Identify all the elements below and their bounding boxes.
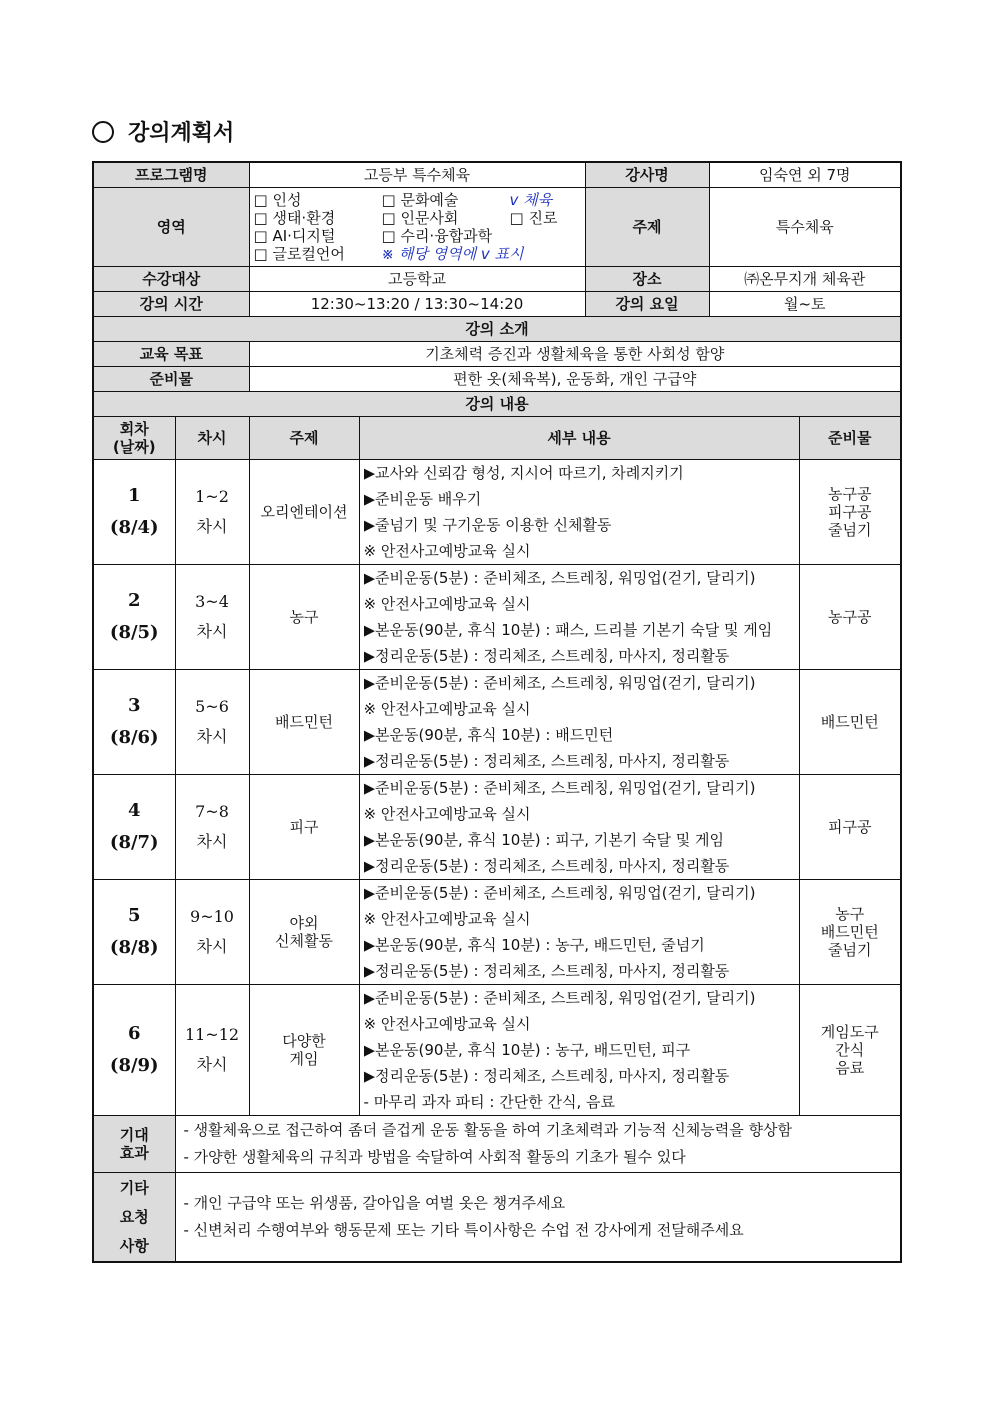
col-session-line2: (날짜) — [112, 438, 156, 456]
session-period-unit: 차시 — [196, 622, 228, 641]
session-period-unit: 차시 — [196, 517, 228, 536]
detail-line: ▶준비운동(5분) : 준비체조, 스트레칭, 워밍업(걷기, 달리기) — [363, 674, 756, 692]
session-topic: 야외 — [289, 914, 319, 932]
detail-line: ※ 안전사고예방교육 실시 — [363, 595, 531, 613]
detail-line: ▶준비운동(5분) : 준비체조, 스트레칭, 워밍업(걷기, 달리기) — [363, 779, 756, 797]
place-value: ㈜온무지개 체육관 — [709, 267, 901, 292]
col-materials: 준비물 — [799, 417, 901, 460]
target-label: 수강대상 — [93, 267, 249, 292]
material-item: 배드민턴 — [820, 923, 879, 941]
session-period: 5~6 — [195, 697, 229, 716]
instructor-value: 임숙연 외 7명 — [709, 162, 901, 188]
request-label-line2: 요청 — [119, 1207, 149, 1226]
session-date: (8/7) — [109, 832, 159, 853]
area-label: 영역 — [93, 188, 249, 267]
time-value: 12:30~13:20 / 13:30~14:20 — [249, 292, 585, 317]
session-topic-line2: 게임 — [289, 1050, 319, 1068]
detail-line: ▶본운동(90분, 휴식 10분) : 농구, 배드민턴, 피구 — [363, 1041, 691, 1059]
effect-label-line2: 효과 — [119, 1144, 149, 1162]
program-value: 고등부 특수체육 — [249, 162, 585, 188]
material-item: 피구공 — [828, 818, 872, 836]
session-topic: 배드민턴 — [275, 713, 333, 731]
prep-value: 편한 옷(체육복), 운동화, 개인 구급약 — [249, 367, 901, 392]
day-value: 월~토 — [709, 292, 901, 317]
session-date: (8/5) — [109, 622, 159, 643]
session-number: 3 — [127, 695, 141, 716]
intro-header: 강의 소개 — [93, 317, 901, 342]
session-number: 6 — [127, 1023, 141, 1044]
session-topic: 농구 — [289, 608, 319, 626]
effect-line: - 생활체육으로 접근하여 좀더 즐겁게 운동 활동을 하여 기초체력과 기능적 신체능력을 향상함 — [183, 1121, 792, 1139]
material-item: 농구 — [835, 905, 865, 923]
material-item: 피구공 — [828, 503, 872, 521]
col-topic: 주제 — [249, 417, 359, 460]
session-row — [93, 880, 901, 985]
detail-line: ▶정리운동(5분) : 정리체조, 스트레칭, 마사지, 정리활동 — [363, 752, 730, 770]
col-session — [93, 417, 175, 460]
detail-line: ▶정리운동(5분) : 정리체조, 스트레칭, 마사지, 정리활동 — [363, 857, 730, 875]
detail-line: ※ 안전사고예방교육 실시 — [363, 1015, 531, 1033]
request-content — [175, 1173, 901, 1263]
detail-line: ▶본운동(90분, 휴식 10분) : 피구, 기본기 숙달 및 게임 — [363, 831, 724, 849]
material-item: 배드민턴 — [820, 713, 879, 731]
detail-line: ▶본운동(90분, 휴식 10분) : 패스, 드리블 기본기 숙달 및 게임 — [363, 621, 773, 639]
day-label: 강의 요일 — [585, 292, 709, 317]
session-period: 7~8 — [195, 802, 229, 821]
area-checkboxes — [249, 188, 585, 267]
effect-content — [175, 1116, 901, 1173]
detail-line: ▶준비운동(5분) : 준비체조, 스트레칭, 워밍업(걷기, 달리기) — [363, 884, 756, 902]
session-number: 5 — [127, 905, 141, 926]
material-item: 농구공 — [828, 485, 872, 503]
topic-value: 특수체육 — [709, 188, 901, 267]
session-row — [93, 565, 901, 670]
material-item: 간식 — [835, 1041, 865, 1059]
detail-line: ▶준비운동 배우기 — [363, 490, 482, 508]
area-global: □ 글로컬언어 — [253, 245, 345, 263]
session-date: (8/8) — [109, 937, 159, 958]
effect-label — [93, 1116, 175, 1173]
area-humanities: □ 인문사회 — [381, 209, 459, 227]
session-topic: 피구 — [289, 818, 319, 836]
area-note: ※ 해당 영역에 ⅴ 표시 — [381, 245, 524, 263]
session-topic: 다양한 — [282, 1032, 326, 1050]
session-period-unit: 차시 — [196, 937, 228, 956]
request-label-line3: 사항 — [119, 1236, 149, 1255]
session-period-unit: 차시 — [196, 1055, 228, 1074]
detail-line: ※ 안전사고예방교육 실시 — [363, 700, 531, 718]
area-culture: □ 문화예술 — [381, 191, 459, 209]
detail-line: - 마무리 과자 파티 : 간단한 간식, 음료 — [363, 1093, 615, 1111]
detail-line: ▶본운동(90분, 휴식 10분) : 농구, 배드민턴, 줄넘기 — [363, 936, 705, 954]
area-math: □ 수리·융합과학 — [381, 227, 493, 245]
detail-line: ▶정리운동(5분) : 정리체조, 스트레칭, 마사지, 정리활동 — [363, 962, 730, 980]
detail-line: ▶정리운동(5분) : 정리체조, 스트레칭, 마사지, 정리활동 — [363, 647, 730, 665]
detail-line: ▶정리운동(5분) : 정리체조, 스트레칭, 마사지, 정리활동 — [363, 1067, 730, 1085]
goal-label: 교육 목표 — [93, 342, 249, 367]
session-period: 11~12 — [184, 1025, 240, 1044]
session-period: 3~4 — [195, 592, 229, 611]
material-item: 음료 — [835, 1059, 865, 1077]
area-eco: □ 생태·환경 — [253, 209, 336, 227]
material-item: 줄넘기 — [828, 521, 872, 539]
material-item: 농구공 — [828, 608, 872, 626]
material-item: 게임도구 — [820, 1023, 879, 1041]
session-number: 4 — [127, 800, 141, 821]
session-date: (8/9) — [109, 1055, 159, 1076]
session-row — [93, 985, 901, 1116]
goal-value: 기초체력 증진과 생활체육을 통한 사회성 함양 — [249, 342, 901, 367]
session-row — [93, 460, 901, 565]
request-label-line1: 기타 — [119, 1178, 149, 1197]
detail-line: ▶교사와 신뢰감 형성, 지시어 따르기, 차례지키기 — [363, 464, 684, 482]
detail-line: ※ 안전사고예방교육 실시 — [363, 805, 531, 823]
detail-line: ※ 안전사고예방교육 실시 — [363, 910, 531, 928]
session-topic-line2: 신체활동 — [275, 932, 333, 950]
session-period: 1~2 — [195, 487, 229, 506]
col-session-line1: 회차 — [119, 420, 149, 438]
session-number: 1 — [127, 485, 141, 506]
session-period-unit: 차시 — [196, 727, 228, 746]
area-pe-checked: ⅴ 체육 — [509, 191, 553, 209]
session-period: 9~10 — [190, 907, 234, 926]
topic-label: 주제 — [585, 188, 709, 267]
detail-line: ※ 안전사고예방교육 실시 — [363, 542, 531, 560]
time-label: 강의 시간 — [93, 292, 249, 317]
effect-line: - 가양한 생활체육의 규칙과 방법을 숙달하여 사회적 활동의 기초가 될수 있다 — [183, 1148, 686, 1166]
session-number: 2 — [127, 590, 141, 611]
detail-line: ▶본운동(90분, 휴식 10분) : 배드민턴 — [363, 726, 614, 744]
document-title-text: 강의계획서 — [128, 121, 235, 146]
session-row — [93, 670, 901, 775]
request-line: - 개인 구급약 또는 위생품, 갈아입을 여벌 옷은 챙겨주세요 — [183, 1194, 566, 1212]
material-item: 줄넘기 — [828, 941, 872, 959]
document-title — [92, 116, 234, 147]
area-ai: □ AI·디지털 — [253, 227, 336, 245]
detail-line: ▶줄넘기 및 구기운동 이용한 신체활동 — [363, 516, 612, 534]
request-line: - 신변처리 수행여부와 행동문제 또는 기타 특이사항은 수업 전 강사에게 전달해주세요 — [183, 1221, 744, 1239]
session-date: (8/4) — [109, 517, 159, 538]
session-period-unit: 차시 — [196, 832, 228, 851]
col-period: 차시 — [175, 417, 249, 460]
session-row — [93, 775, 901, 880]
col-details: 세부 내용 — [359, 417, 799, 460]
lecture-plan-table — [92, 161, 902, 1263]
effect-label-line1: 기대 — [119, 1126, 149, 1144]
place-label: 장소 — [585, 267, 709, 292]
detail-line: ▶준비운동(5분) : 준비체조, 스트레칭, 워밍업(걷기, 달리기) — [363, 989, 756, 1007]
instructor-label: 강사명 — [585, 162, 709, 188]
prep-label: 준비물 — [93, 367, 249, 392]
target-value: 고등학교 — [249, 267, 585, 292]
area-inseong: □ 인성 — [253, 191, 302, 209]
program-label: 프로그램명 — [93, 162, 249, 188]
circle-bullet-icon — [92, 121, 114, 143]
session-date: (8/6) — [109, 727, 159, 748]
request-label — [93, 1173, 175, 1263]
session-topic: 오리엔테이션 — [260, 503, 348, 521]
detail-line: ▶준비운동(5분) : 준비체조, 스트레칭, 워밍업(걷기, 달리기) — [363, 569, 756, 587]
area-career: □ 진로 — [509, 209, 558, 227]
content-header: 강의 내용 — [93, 392, 901, 417]
